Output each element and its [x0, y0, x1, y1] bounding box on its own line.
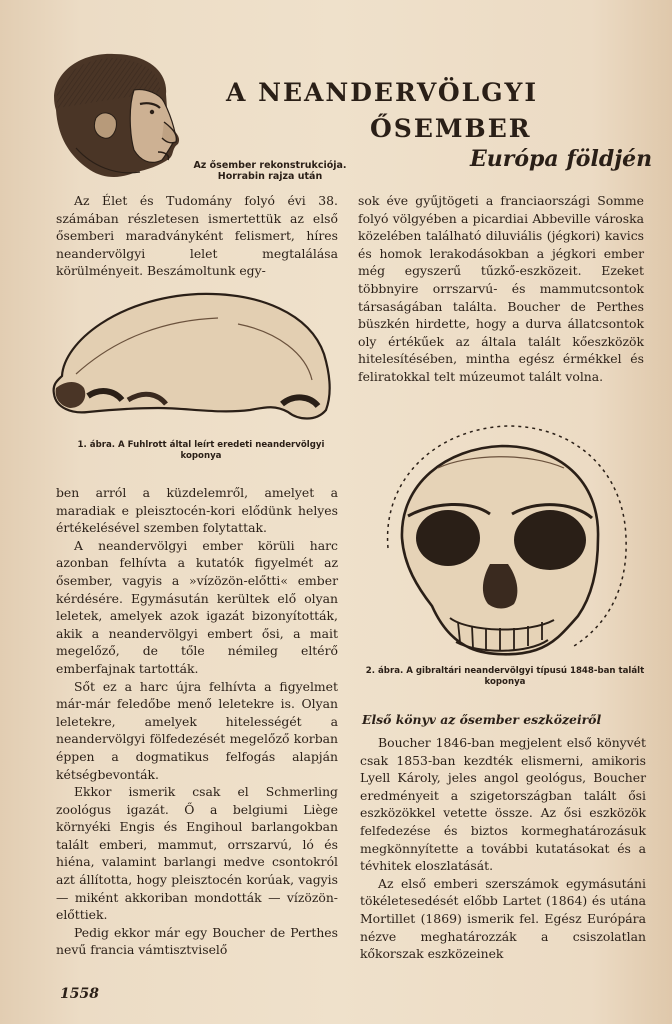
section-heading: Első könyv az ősember eszközeiről: [362, 712, 602, 727]
page-number: 1558: [60, 986, 99, 1002]
article-title-line1: A NEANDERVÖLGYI: [226, 78, 539, 107]
right-column-top: [358, 192, 644, 386]
figure2-caption: 2. ábra. A gibraltári neandervölgyi típusú 1848-ban talált koponya: [365, 666, 645, 687]
article-subtitle: Európa földjén: [470, 146, 653, 172]
left-column-bottom: [56, 484, 338, 959]
neanderthal-skullcap-icon: [48, 284, 340, 430]
paragraph: ben arról a küzdelemről, amelyet a maradiak e pleisztocén-kori elődünk helyes értékelésével szemben folytattak.: [56, 485, 338, 536]
gibraltar-skull-icon: [378, 418, 634, 666]
paragraph: Az első emberi szerszámok egymásutáni tökéletesedését előbb Lartet (1864) és utána Mortillet (1869) ismerik fel. Egész Európára nézve meghatározzák a csiszolatlan kőkorszak eszközeinek: [360, 875, 646, 962]
paragraph: Boucher 1846-ban megjelent első könyvét csak 1853-ban kezdték elismerni, amikoris Lyell Károly, jeles angol geológus, Boucher eredményeit a szigetországban talált ősi eszközökkel vetette össze. Az ősi eszközök felfedezése és biztos kormeghatározásuk megkönnyítette a további kutatásokat és a tévhitek eloszlatását.: [360, 735, 646, 874]
figure1-caption: 1. ábra. A Fuhlrott által leírt eredeti neandervölgyi koponya: [77, 440, 325, 461]
paragraph: A neandervölgyi ember körüli harc azonban felhívta a kutatók figyelmét az ősember, vagyis a »vízözön-előtti« ember kérdésére. Egymásután kerültek elő olyan leletek, amelyek azok igazát bizonyították, akik a neandervölgyi embert ősi, a mait megelőző, de tőle némileg eltérő emberfajnak tartották.: [56, 537, 338, 676]
neanderthal-portrait-icon: [36, 48, 192, 186]
portrait-caption: Az ősember rekonstrukciója. Horrabin rajza után: [193, 160, 347, 182]
right-column-bottom: [360, 734, 646, 963]
left-column-top: [56, 192, 338, 280]
paragraph: Ekkor ismerik csak el Schmerling zoológus igazát. Ő a belgiumi Liège környéki Engis és Engihoul barlangokban talált emberi, mammut, orrszarvú, ló és hiéna, valamint barlangi medve csontokról azt állította, hogy pleisztocén korúak, vagyis — miként akkoriban mondották — vízözön-előttiek.: [56, 784, 338, 923]
paragraph: sok éve gyűjtögeti a franciaországi Somme folyó völgyében a picardiai Abbeville városka közelében található diluviális (jégkori) kavics és homok lerakodásokban a jégkori ember még egyszerű tűzkő-eszközeit. Ezeket többnyire orrszarvú- és mammutcsontok társaságában találta. Boucher de Perthes büszkén hirdette, hogy a durva állatcsontok oly értékűek az általa talált kőeszközök hitelesítésében, mintha egész érmékkel és feliratokkal telt múzeumot talált volna.: [358, 193, 644, 384]
paragraph: Pedig ekkor már egy Boucher de Perthes nevű francia vámtisztviselő: [56, 924, 338, 958]
article-title-line2: ŐSEMBER: [370, 114, 532, 143]
paragraph: Sőt ez a harc újra felhívta a figyelmet már-már feledőbe menő leletekre is. Olyan leletekre, amelyek hitelességét a neandervölgyi fölfedezését megelőző korban éppen a dogmatikus felfogás alapján kétségbevonták.: [56, 678, 338, 782]
paragraph: Az Élet és Tudomány folyó évi 38. számában részletesen ismertettük az első ősemberi maradványként felismert, híres neandervölgyi lelet megtalálása körülményeit. Beszámoltunk egy-: [56, 193, 338, 279]
